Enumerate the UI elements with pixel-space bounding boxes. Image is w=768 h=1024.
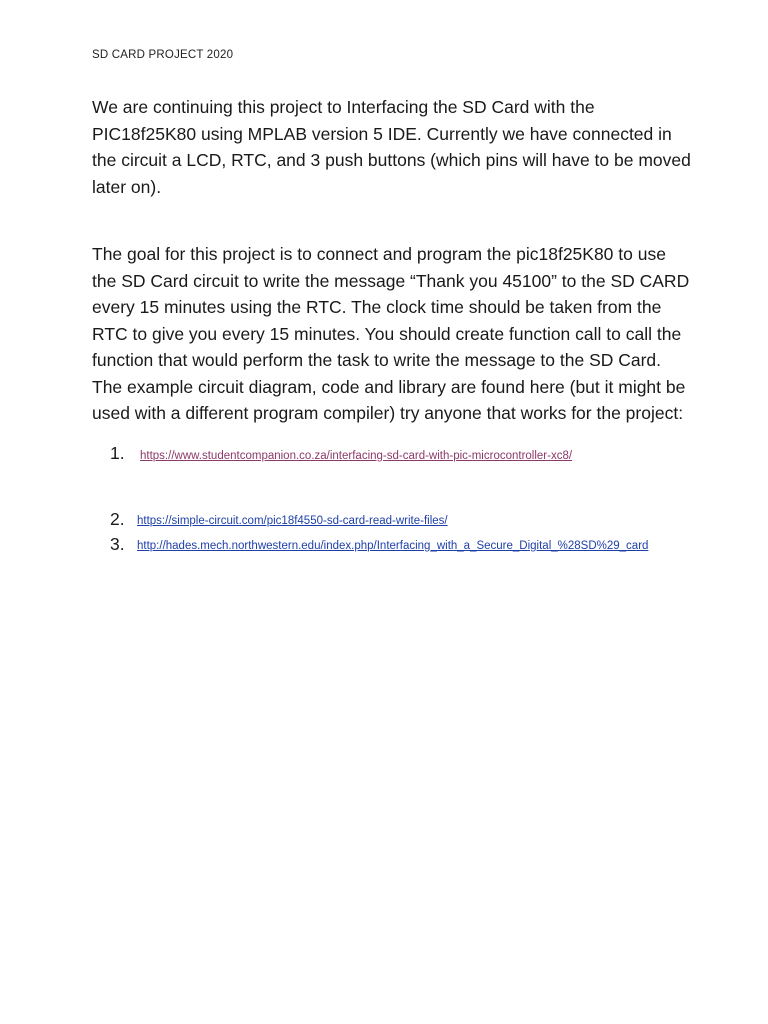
link-studentcompanion[interactable]: https://www.studentcompanion.co.za/interfacing-sd-card-with-pic-microcontroller-xc8/: [140, 450, 573, 462]
list-number: 2.: [110, 509, 125, 529]
link-northwestern[interactable]: http://hades.mech.northwestern.edu/index.php/Interfacing_with_a_Secure_Digital_%28SD%29_card: [137, 540, 649, 552]
list-number: 1.: [110, 443, 125, 463]
list-number: 3.: [110, 534, 125, 554]
link-simple-circuit[interactable]: https://simple-circuit.com/pic18f4550-sd-card-read-write-files/: [137, 515, 448, 527]
paragraph-intro: We are continuing this project to Interfacing the SD Card with the PIC18f25K80 using MPLAB version 5 IDE. Currently we have connected in the circuit a LCD, RTC, and 3 push buttons (which pins will have to be moved later on).: [92, 97, 691, 197]
page-header: SD CARD PROJECT 2020: [92, 49, 234, 61]
paragraph-goal: The goal for this project is to connect and program the pic18f25K80 to use the SD Card circuit to write the message “Thank you 45100” to the SD CARD every 15 minutes using the RTC. The clock time should be taken from the RTC to give you every 15 minutes. You should create function call to call the function that would perform the task to write the message to the SD Card. The example circuit diagram, code and library are found here (but it might be used with a different program compiler) try anyone that works for the project:: [92, 244, 690, 423]
